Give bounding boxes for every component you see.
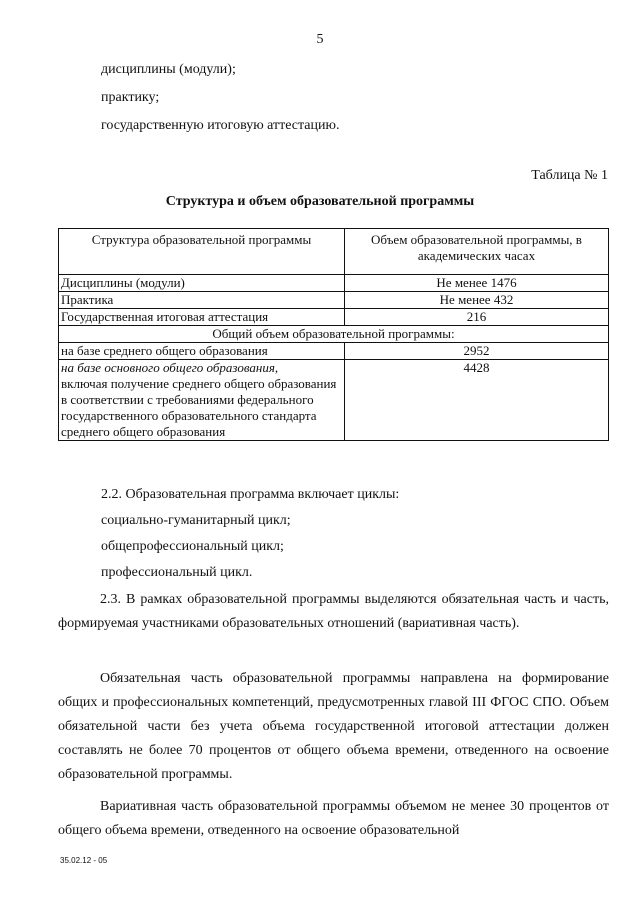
table-row [59,292,609,309]
section-22-intro: 2.2. Образовательная программа включает циклы: [101,487,400,502]
paragraph-mandatory [58,667,609,787]
paragraph-2-3-text: 2.3. В рамках образовательной программы выделяются обязательная часть и часть, формируемая участниками образовательных отношений (вариативная часть). [58,592,609,631]
table-merged-row [59,326,609,343]
footer-code: 35.02.12 - 05 [60,856,108,865]
row-label-practice: Практика [59,292,345,309]
cycle-item-prof: профессиональный цикл. [101,565,253,580]
row-label-basic-rest: включая получение среднего общего образования в соответствии с требованиями федерального государственного образовательного стандарта среднего общего образования [61,376,337,439]
row-label-basic [59,360,345,441]
list-item-practice: практику; [101,90,160,105]
row-label-attestation: Государственная итоговая аттестация [59,309,345,326]
paragraph-variative-text: Вариативная часть образовательной программы объемом не менее 30 процентов от общего объема времени, отведенного на освоение образовательной [58,799,609,838]
paragraph-variative [58,795,609,843]
table-label: Таблица № 1 [531,168,608,183]
paragraph-2-3 [58,588,609,636]
list-item-disciplines: дисциплины (модули); [101,62,236,77]
row-value-attestation: 216 [345,309,609,326]
list-item-attestation: государственную итоговую аттестацию. [101,118,340,133]
table-header-row [59,229,609,275]
table-row [59,360,609,441]
table-row [59,343,609,360]
page-number: 5 [316,32,324,47]
row-label-disciplines: Дисциплины (модули) [59,275,345,292]
table-row [59,275,609,292]
row-label-secondary: на базе среднего общего образования [59,343,345,360]
paragraph-mandatory-text: Обязательная часть образовательной программы направлена на формирование общих и профессиональных компетенций, предусмотренных главой III ФГОС СПО. Объем обязательной части без учета объема государственной итоговой аттестации должен составлять не более 70 процентов от общего объема времени, отведенного на освоение образовательной программы. [58,671,609,782]
row-value-disciplines: Не менее 1476 [345,275,609,292]
total-volume-heading: Общий объем образовательной программы: [59,326,609,343]
structure-table [58,228,609,441]
row-value-basic: 4428 [345,360,609,441]
row-value-practice: Не менее 432 [345,292,609,309]
cycle-item-general-prof: общепрофессиональный цикл; [101,539,284,554]
table-header-volume: Объем образовательной программы, в академических часах [345,229,609,275]
row-label-basic-italic: на базе основного общего образования, [61,360,279,375]
cycle-item-social: социально-гуманитарный цикл; [101,513,291,528]
table-title: Структура и объем образовательной программы [165,194,475,209]
table-row [59,309,609,326]
row-value-secondary: 2952 [345,343,609,360]
table-header-structure: Структура образовательной программы [59,229,345,275]
